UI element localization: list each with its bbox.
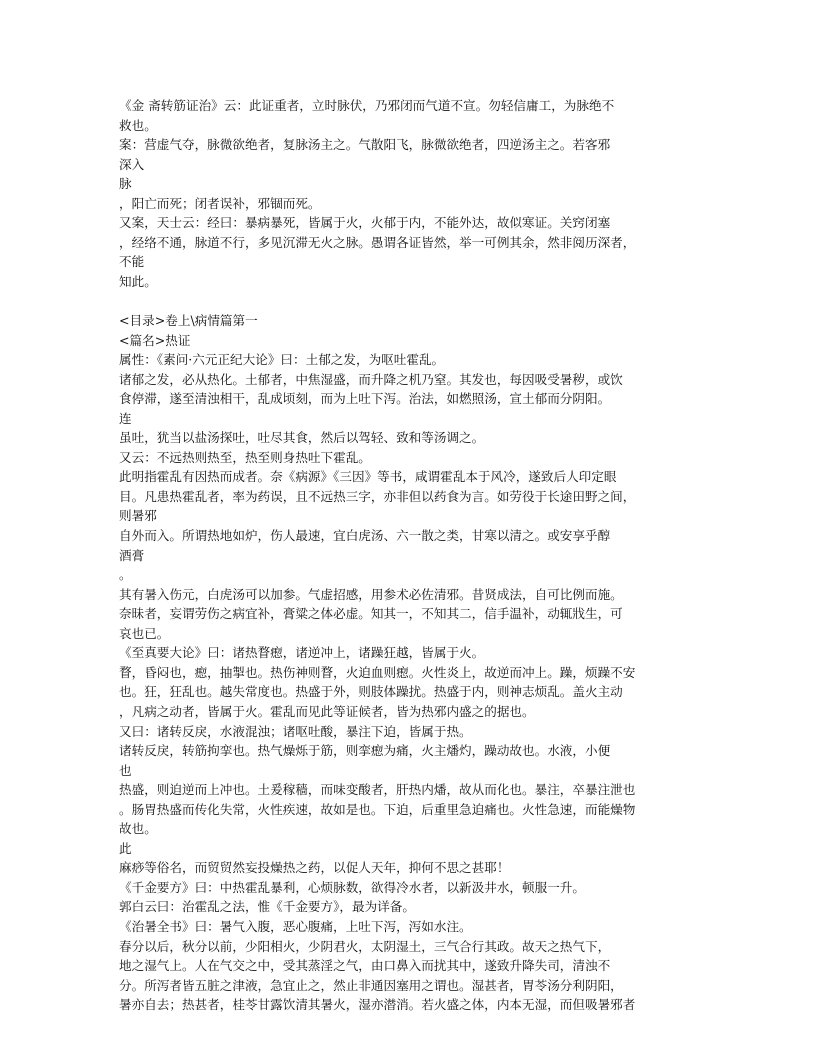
text-line: 春分以后，秋分以前，少阳相火，少阴君火，太阴湿土，三气合行其政。故天之热气下， (119, 938, 611, 954)
text-line: 又案，天士云：经曰：暴病暴死，皆属于火，火郁于内，不能外达，故似寒证。关窍闭塞 (119, 215, 611, 231)
text-line: 故也。 (119, 821, 157, 837)
text-line: 此 (119, 840, 132, 856)
text-line (119, 291, 719, 311)
text-line: 《千金要方》曰：中热霍乱暴利，心烦脉数，欲得冷水者，以新汲井水，顿服一升。 (119, 879, 585, 895)
text-line: ，经络不通，脉道不行，多见沉滞无火之脉。愚谓各证皆然，举一可例其余，然非阅历深者， (119, 234, 636, 250)
text-line: 脉 (119, 176, 132, 192)
text-line: 。肠胃热盛而传化失常，火性疾速，故如是也。下迫，后重里急迫痛也。火性急速，而能燥物 (119, 801, 636, 817)
text-line: 诸郁之发，必从热化。土郁者，中焦湿盛，而升降之机乃窒。其发也，每因吸受暑秽，或饮 (119, 371, 623, 387)
text-line: 《至真要大论》曰：诸热瞀瘛，诸逆冲上，诸躁狂越，皆属于火。 (119, 645, 485, 661)
text-line: 瞀，昏闷也，瘛，抽掣也。热伤神则瞀，火迫血则瘛。火性炎上，故逆而冲上。躁，烦躁不安 (119, 664, 636, 680)
text-line: ，阳亡而死；闭者误补，邪锢而死。 (119, 195, 321, 211)
document-body (119, 96, 719, 1015)
text-line: 不能 (119, 254, 145, 270)
text-line: ，凡病之动者，皆属于火。霍乱而见此等证候者，皆为热邪内盛之的据也。 (119, 703, 535, 719)
text-line: 。 (119, 567, 132, 583)
text-line: 属性：《素问·六元正纪大论》曰：土郁之发，为呕吐霍乱。 (119, 352, 445, 368)
text-line: 郭白云曰：治霍乱之法，惟《千金要方》，最为详备。 (119, 899, 415, 915)
text-line: 其有暑入伤元，白虎汤可以加参。气虚招感，用参术必佐清邪。昔贤成法，自可比例而施。 (119, 586, 623, 602)
text-line: <目录>卷上\病情篇第一 (119, 313, 258, 329)
text-line: 虽吐，犹当以盐汤探吐，吐尽其食，然后以驾轻、致和等汤调之。 (119, 430, 485, 446)
text-line: 知此。 (119, 273, 157, 289)
text-line: 也 (119, 762, 132, 778)
text-line: 深入 (119, 156, 145, 172)
text-line: 麻痧等俗名，而贸贸然妄投燥热之药，以促人天年，抑何不思之甚耶！ (119, 860, 510, 876)
text-line: 地之湿气上。人在气交之中，受其蒸淫之气，由口鼻入而扰其中，遂致升降失司，清浊不 (119, 958, 611, 974)
text-line: 连 (119, 410, 132, 426)
text-line: 《金 斋转筋证治》云：此证重者，立时脉伏，乃邪闭而气道不宣。勿轻信庸工，为脉绝不 (119, 98, 615, 113)
text-line: <篇名>热证 (119, 332, 191, 348)
text-line: 也。狂，狂乱也。越失常度也。热盛于外，则肢体躁扰。热盛于内，则神志烦乱。盖火主动 (119, 684, 623, 700)
text-line: 救也。 (119, 117, 157, 133)
text-line: 奈昧者，妄谓劳伤之病宜补，膏粱之体必虚。知其一，不知其二，信手温补，动辄戕生，可 (119, 606, 623, 622)
text-line: 分。所泻者皆五脏之津液，急宜止之，然止非通因塞用之谓也。湿甚者，胃苓汤分利阴阳， (119, 977, 623, 993)
text-line: 又曰：诸转反戾，水液混浊；诸呕吐酸，暴注下迫，皆属于热。 (119, 723, 472, 739)
text-line: 则暑邪 (119, 508, 157, 524)
text-line: 诸转反戾，转筋拘挛也。热气燥烁于筋，则挛瘛为痛，火主燔灼，躁动故也。水液，小便 (119, 743, 611, 759)
text-line: 酒膏 (119, 547, 145, 563)
text-line: 《治暑全书》曰：暑气入腹，恶心腹痛，上吐下泻，泻如水注。 (119, 918, 472, 934)
text-line: 食停滞，遂至清浊相干，乱成顷刻，而为上吐下泻。治法，如燃照汤，宣土郁而分阴阳。 (119, 391, 611, 407)
text-line: 自外而入。所谓热地如炉，伤人最速，宜白虎汤、六一散之类，甘寒以清之。或安享乎醇 (119, 528, 611, 544)
text-line: 哀也已。 (119, 625, 170, 641)
text-line: 案：营虚气夺，脉微欲绝者，复脉汤主之。气散阳飞，脉微欲绝者，四逆汤主之。若客邪 (119, 137, 611, 153)
text-line: 热盛，则迫逆而上冲也。土爰稼穑，而味变酸者，肝热内燔，故从而化也。暴注，卒暴注泄也 (119, 782, 636, 798)
text-line: 暑亦自去；热甚者，桂苓甘露饮清其暑火，湿亦潜消。若火盛之体，内本无湿，而但吸暑邪者 (119, 997, 636, 1013)
text-line: 又云：不远热则热至，热至则身热吐下霍乱。 (119, 449, 371, 465)
text-line: 目。凡患热霍乱者，率为药误，且不远热三字，亦非但以药食为言。如劳役于长途田野之间， (119, 488, 636, 504)
text-line: 此明指霍乱有因热而成者。奈《病源》《三因》等书，咸谓霍乱本于风冷，遂致后人印定眼 (119, 469, 617, 485)
